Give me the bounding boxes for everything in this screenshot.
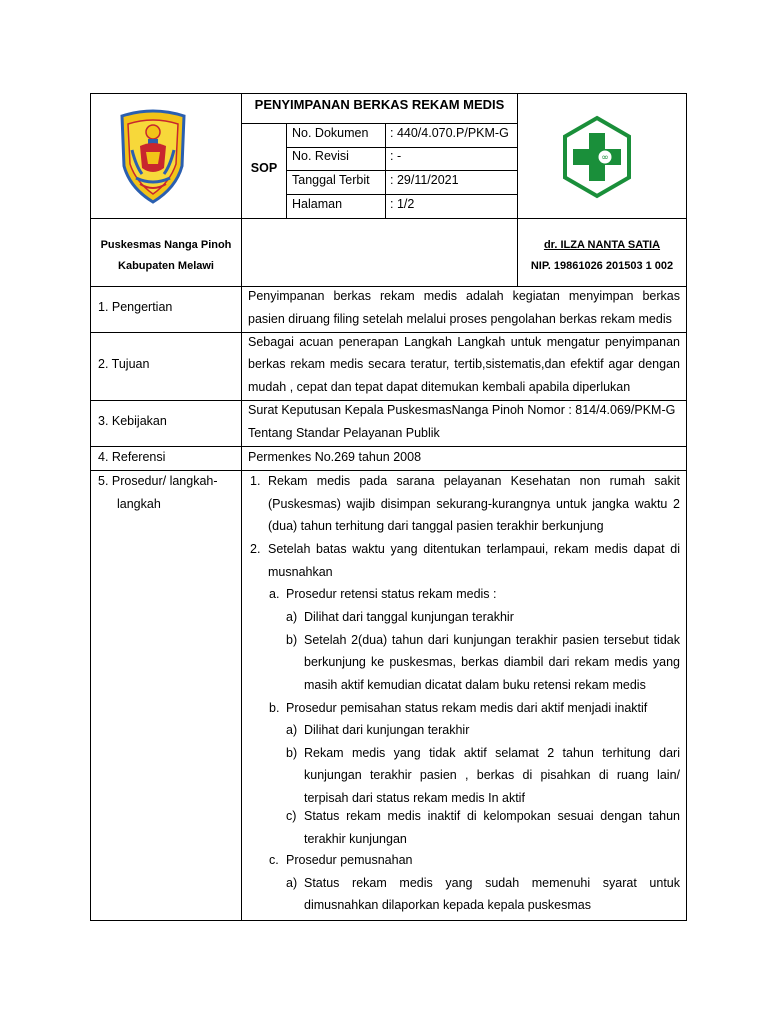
- prosedur-c-marker: c.: [269, 853, 279, 867]
- sop-label: SOP: [250, 161, 278, 175]
- prosedur-a-title: Prosedur retensi status rekam medis :: [286, 587, 497, 601]
- field-label-no-dokumen: No. Dokumen: [292, 126, 369, 140]
- prosedur-item-1-marker: 1.: [250, 474, 261, 488]
- prosedur-a-sub-a-marker: a): [286, 610, 298, 624]
- section-label-prosedur: 5. Prosedur/ langkah-: [98, 474, 218, 488]
- prosedur-b-sub-a-line-1: Dilihat dari kunjungan terakhir: [304, 723, 470, 737]
- field-value-no-dokumen: : 440/4.070.P/PKM-G: [390, 126, 509, 140]
- document-title: PENYIMPANAN BERKAS REKAM MEDIS: [254, 97, 505, 112]
- organization-region: Kabupaten Melawi: [118, 260, 214, 272]
- section-label-prosedur-cont: langkah: [117, 497, 161, 511]
- prosedur-a-sub-b-line-2: berkunjung ke puskesmas, berkas diambil dari rekam medis yang: [304, 655, 680, 669]
- prosedur-c-sub-a-marker: a): [286, 876, 298, 890]
- referensi-line-1: Permenkes No.269 tahun 2008: [248, 450, 422, 464]
- tujuan-line-1: Sebagai acuan penerapan Langkah Langkah untuk mengatur penyimpanan: [248, 335, 680, 349]
- prosedur-b-sub-c-marker: c): [286, 809, 297, 823]
- prosedur-b-sub-b-line-3: terpisah dari status rekam medis In aktif: [304, 791, 525, 805]
- prosedur-b-sub-b-marker: b): [286, 746, 298, 760]
- pengertian-line-1: Penyimpanan berkas rekam medis adalah kegiatan menyimpan berkas: [248, 289, 680, 303]
- pengertian-line-2: pasien diruang filing setelah melalui proses pengolahan berkas rekam medis: [248, 312, 672, 326]
- prosedur-item-1-line-1: Rekam medis pada sarana pelayanan Kesehatan non rumah sakit: [268, 474, 680, 488]
- prosedur-c-title: Prosedur pemusnahan: [286, 853, 413, 867]
- prosedur-a-marker: a.: [269, 587, 280, 601]
- prosedur-b-sub-c-line-2: terakhir kunjungan: [304, 832, 407, 846]
- svg-text:∞: ∞: [601, 153, 609, 163]
- prosedur-b-sub-b-line-1: Rekam medis yang tidak aktif selamat 2 tahun terhitung dari: [304, 746, 680, 760]
- field-label-no-revisi: No. Revisi: [292, 149, 349, 163]
- prosedur-b-sub-c-line-1: Status rekam medis inaktif di kelompokan sesuai dengan tahun: [304, 809, 680, 823]
- prosedur-item-2-marker: 2.: [250, 542, 261, 556]
- prosedur-b-sub-b-line-2: kunjungan terakhir pasien , berkas di pisahkan di ruang lain/: [304, 768, 680, 782]
- puskesmas-logo: [561, 115, 633, 199]
- field-value-tanggal-terbit: : 29/11/2021: [390, 173, 459, 187]
- prosedur-a-sub-b-line-3: masih aktif kemudian dicatat dalam buku retensi rekam medis: [304, 678, 646, 692]
- organization-name: Puskesmas Nanga Pinoh: [100, 239, 232, 251]
- prosedur-item-1-line-3: (dua) tahun terhitung dari tanggal pasien terakhir berkunjung: [268, 519, 604, 533]
- field-label-halaman: Halaman: [292, 197, 343, 211]
- field-label-tanggal-terbit: Tanggal Terbit: [292, 173, 370, 187]
- kebijakan-line-2: Tentang Standar Pelayanan Publik: [248, 426, 440, 440]
- prosedur-a-sub-b-line-1: Setelah 2(dua) tahun dari kunjungan terakhir pasien tersebut tidak: [304, 633, 680, 647]
- prosedur-c-sub-a-line-2: dimusnahkan dilaporkan kepada kepala puskesmas: [304, 898, 591, 912]
- tujuan-line-2: berkas rekam medis secara teratur, tertib,sistematis,dan efektif agar dengan: [248, 357, 680, 371]
- section-label-tujuan: 2. Tujuan: [98, 357, 150, 371]
- prosedur-item-2-line-2: musnahkan: [268, 565, 333, 579]
- prosedur-b-marker: b.: [269, 701, 280, 715]
- signer-nip: NIP. 19861026 201503 1 002: [530, 260, 674, 272]
- section-label-kebijakan: 3. Kebijakan: [98, 414, 167, 428]
- section-label-pengertian: 1. Pengertian: [98, 300, 173, 314]
- prosedur-a-sub-a-line-1: Dilihat dari tanggal kunjungan terakhir: [304, 610, 514, 624]
- tujuan-line-3: mudah , cepat dan tepat dapat ditemukan kembali apabila diperlukan: [248, 380, 631, 394]
- prosedur-item-1-line-2: (Puskesmas) wajib disimpan sekurang-kurangnya untuk jangka waktu 2: [268, 497, 680, 511]
- regency-emblem-logo: [118, 106, 188, 206]
- signer-name: dr. ILZA NANTA SATIA: [543, 239, 661, 251]
- kebijakan-line-1: Surat Keputusan Kepala PuskesmasNanga Pinoh Nomor : 814/4.069/PKM-G: [248, 403, 676, 417]
- prosedur-b-sub-a-marker: a): [286, 723, 298, 737]
- prosedur-a-sub-b-marker: b): [286, 633, 298, 647]
- field-value-halaman: : 1/2: [390, 197, 415, 211]
- prosedur-b-title: Prosedur pemisahan status rekam medis dari aktif menjadi inaktif: [286, 701, 648, 715]
- prosedur-c-sub-a-line-1: Status rekam medis yang sudah memenuhi syarat untuk: [304, 876, 680, 890]
- prosedur-item-2-line-1: Setelah batas waktu yang ditentukan terlampaui, rekam medis dapat di: [268, 542, 680, 556]
- section-label-referensi: 4. Referensi: [98, 450, 166, 464]
- field-value-no-revisi: : -: [390, 149, 402, 163]
